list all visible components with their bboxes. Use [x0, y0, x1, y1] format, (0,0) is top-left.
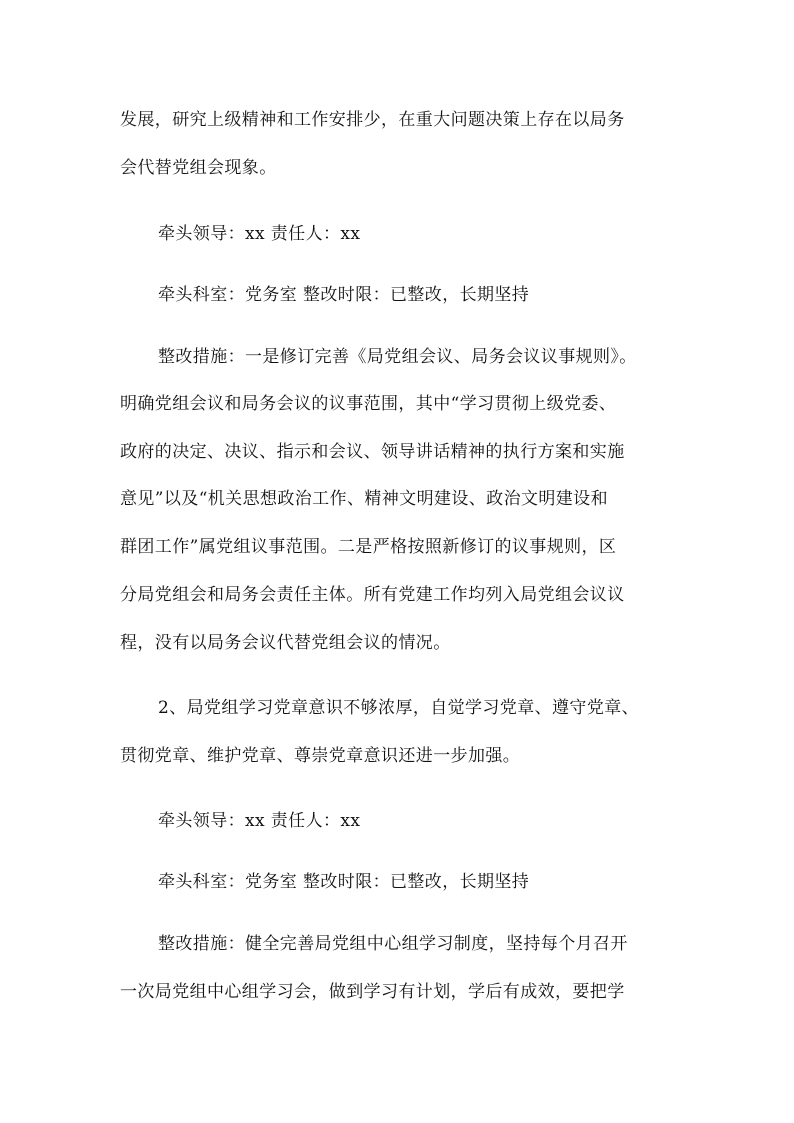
text-line: 政府的决定、决议、指示和会议、领导讲话精神的执行方案和实施 — [120, 442, 625, 462]
text-line: 程，没有以局务会议代替党组会议的情况。 — [120, 633, 451, 653]
text-line: 分局党组会和局务会责任主体。所有党建工作均列入局党组会议议 — [120, 585, 625, 605]
text-line: 2、局党组学习党章意识不够浓厚，自觉学习党章、遵守党章、 — [158, 698, 640, 718]
text-line: 发展，研究上级精神和工作安排少，在重大问题决策上存在以局务 — [120, 110, 625, 130]
text-line: 牵头领导：xx 责任人：xx — [158, 811, 361, 831]
text-line: 牵头科室：党务室 整改时限：已整改，长期坚持 — [158, 285, 530, 305]
text-line: 牵头科室：党务室 整改时限：已整改，长期坚持 — [158, 872, 530, 892]
text-line: 整改措施：健全完善局党组中心组学习制度，坚持每个月召开 — [158, 934, 628, 954]
text-line: 牵头领导：xx 责任人：xx — [158, 224, 361, 244]
text-line: 会代替党组会现象。 — [120, 158, 277, 178]
text-line: 群团工作”属党组议事范围。二是严格按照新修订的议事规则，区 — [120, 537, 617, 557]
text-line: 贯彻党章、维护党章、尊崇党章意识还进一步加强。 — [120, 746, 521, 766]
text-line: 明确党组会议和局务会议的议事范围，其中“学习贯彻上级党委、 — [120, 394, 617, 414]
text-line: 一次局党组中心组学习会，做到学习有计划，学后有成效，要把学 — [120, 982, 625, 1002]
text-line: 意见”以及“机关思想政治工作、精神文明建设、政治文明建设和 — [120, 489, 608, 509]
text-line: 整改措施：一是修订完善《局党组会议、局务会议议事规则》。 — [158, 347, 637, 367]
